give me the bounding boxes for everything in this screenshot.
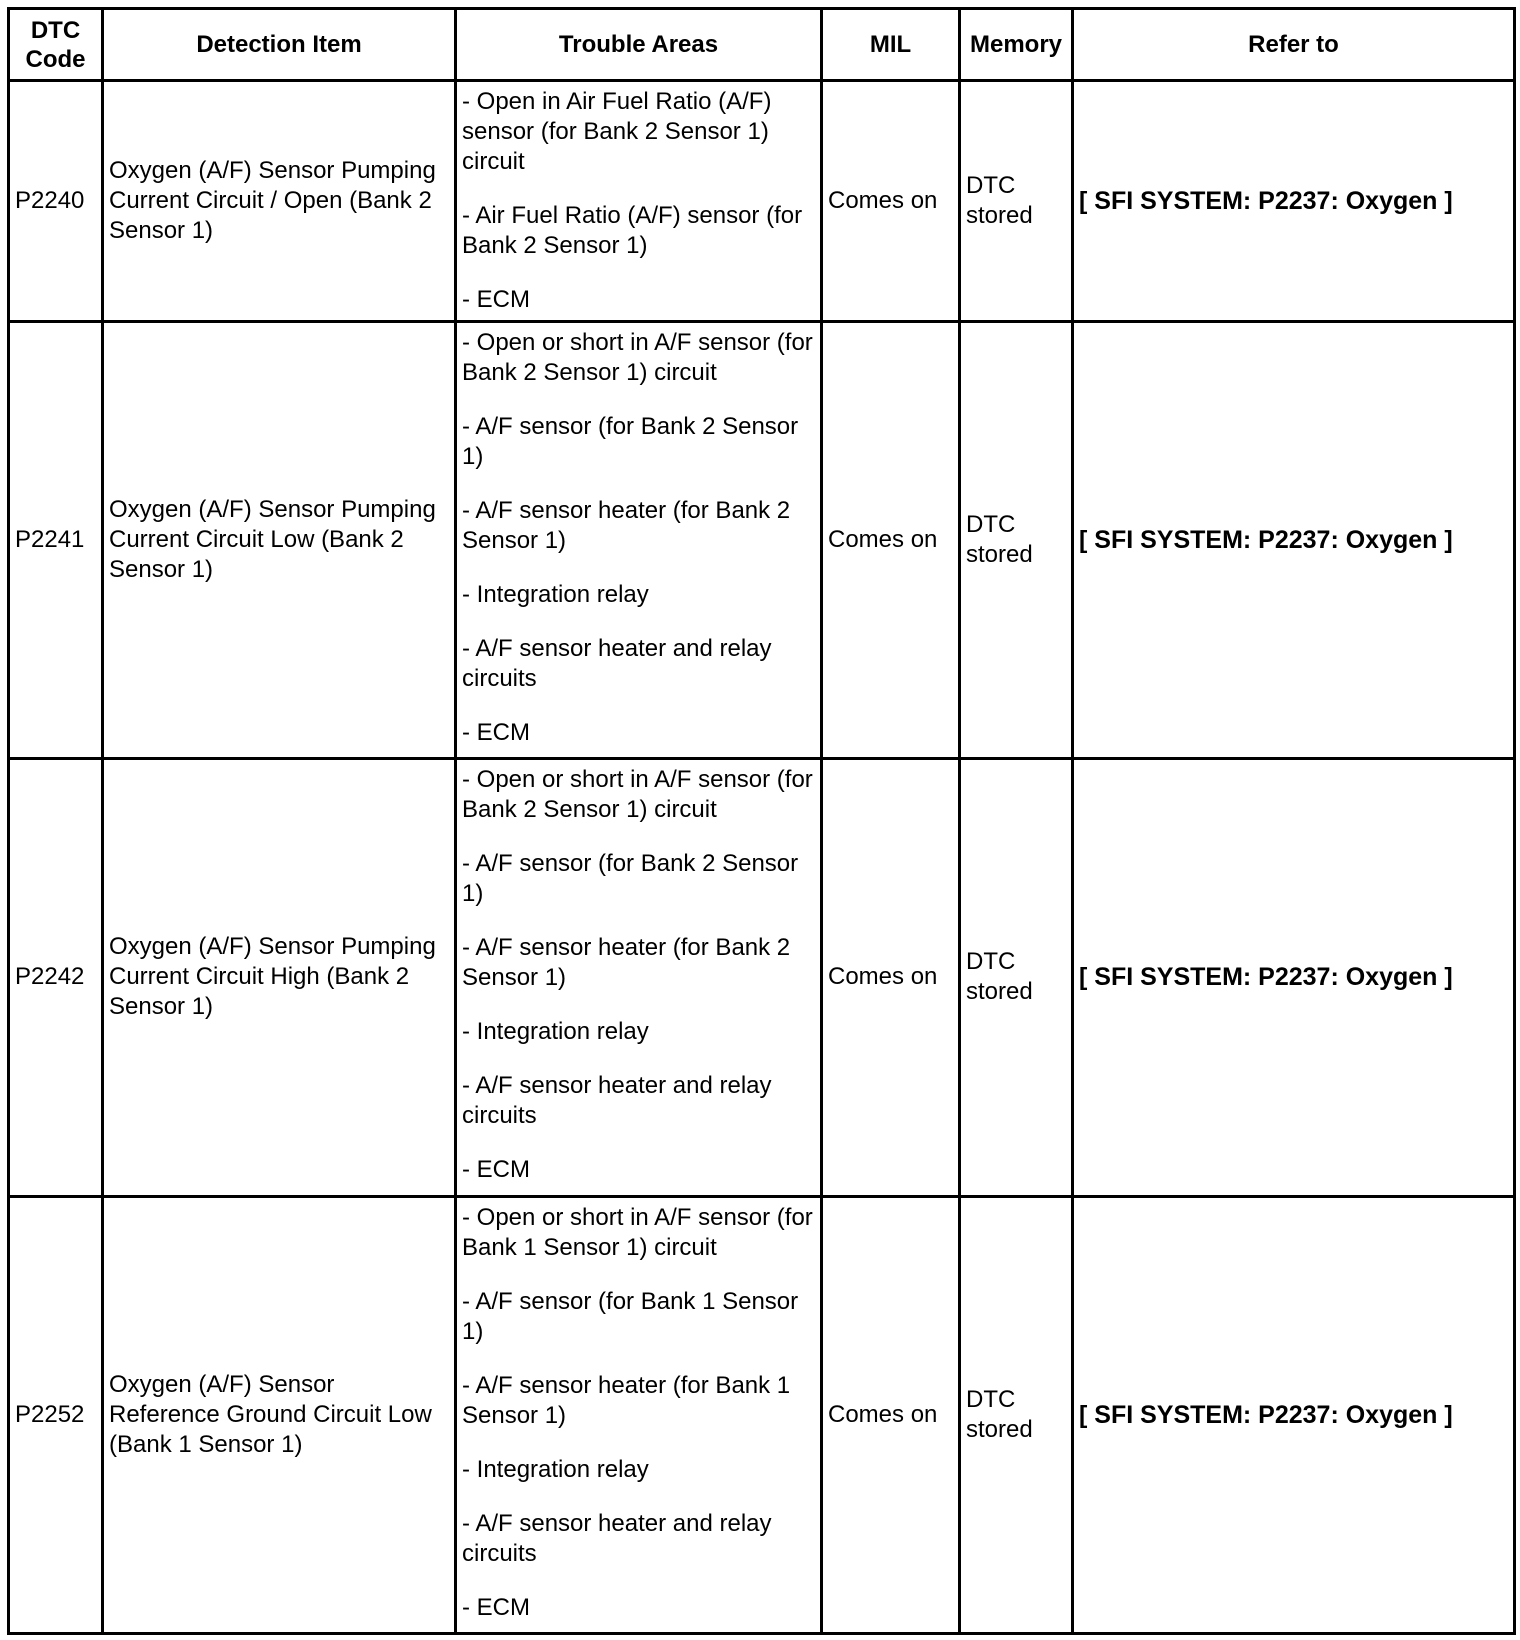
memory-cell: DTC stored <box>960 321 1073 758</box>
trouble-areas-cell <box>456 321 822 758</box>
header-mil: MIL <box>822 9 960 81</box>
dtc-code-cell: P2242 <box>9 759 103 1196</box>
trouble-area-item: - Integration relay <box>462 1018 649 1046</box>
trouble-area-item: - Open in Air Fuel Ratio (A/F) sensor (for Bank 2 Sensor 1) circuit <box>462 88 772 176</box>
table-row <box>9 321 1515 758</box>
header-refer-to: Refer to <box>1073 9 1515 81</box>
trouble-area-item: - ECM <box>462 286 530 314</box>
memory-cell: DTC stored <box>960 81 1073 322</box>
trouble-area-item: - A/F sensor (for Bank 2 Sensor 1) <box>462 850 799 908</box>
detection-item-cell: Oxygen (A/F) Sensor Pumping Current Circuit High (Bank 2 Sensor 1) <box>103 759 456 1196</box>
dtc-table <box>7 7 1516 1635</box>
table-row <box>9 81 1515 322</box>
trouble-area-item: - A/F sensor heater and relay circuits <box>462 1072 772 1130</box>
trouble-area-item: - ECM <box>462 1593 530 1621</box>
trouble-areas-cell <box>456 81 822 322</box>
header-dtc-code <box>9 9 103 81</box>
trouble-area-item: - A/F sensor (for Bank 1 Sensor 1) <box>462 1287 799 1345</box>
trouble-areas-cell <box>456 1196 822 1633</box>
trouble-area-item: - A/F sensor heater and relay circuits <box>462 634 772 692</box>
refer-to-cell: [ SFI SYSTEM: P2237: Oxygen ] <box>1073 759 1515 1196</box>
mil-cell: Comes on <box>822 1196 960 1633</box>
trouble-area-item: - Air Fuel Ratio (A/F) sensor (for Bank 2 Sensor 1) <box>462 202 803 260</box>
mil-cell: Comes on <box>822 759 960 1196</box>
refer-to-cell: [ SFI SYSTEM: P2237: Oxygen ] <box>1073 81 1515 322</box>
detection-item-cell: Oxygen (A/F) Sensor Pumping Current Circuit / Open (Bank 2 Sensor 1) <box>103 81 456 322</box>
dtc-code-cell: P2252 <box>9 1196 103 1633</box>
dtc-code-cell: P2241 <box>9 321 103 758</box>
mil-cell: Comes on <box>822 81 960 322</box>
memory-cell: DTC stored <box>960 759 1073 1196</box>
table-row <box>9 759 1515 1196</box>
header-dtc-line2: Code <box>25 45 86 73</box>
memory-cell: DTC stored <box>960 1196 1073 1633</box>
trouble-area-item: - Open or short in A/F sensor (for Bank 2 Sensor 1) circuit <box>462 328 813 386</box>
mil-cell: Comes on <box>822 321 960 758</box>
header-memory: Memory <box>960 9 1073 81</box>
detection-item-cell: Oxygen (A/F) Sensor Reference Ground Circuit Low (Bank 1 Sensor 1) <box>103 1196 456 1633</box>
detection-item-cell: Oxygen (A/F) Sensor Pumping Current Circuit Low (Bank 2 Sensor 1) <box>103 321 456 758</box>
header-trouble-areas: Trouble Areas <box>456 9 822 81</box>
trouble-area-item: - A/F sensor (for Bank 2 Sensor 1) <box>462 412 799 470</box>
refer-to-cell: [ SFI SYSTEM: P2237: Oxygen ] <box>1073 321 1515 758</box>
trouble-area-item: - Open or short in A/F sensor (for Bank 2 Sensor 1) circuit <box>462 766 813 824</box>
trouble-area-item: - ECM <box>462 1156 530 1184</box>
trouble-area-item: - Open or short in A/F sensor (for Bank 1 Sensor 1) circuit <box>462 1203 813 1261</box>
trouble-areas-cell <box>456 759 822 1196</box>
trouble-area-item: - ECM <box>462 718 530 746</box>
table-header-row <box>9 9 1515 81</box>
refer-to-cell: [ SFI SYSTEM: P2237: Oxygen ] <box>1073 1196 1515 1633</box>
header-dtc-line1: DTC <box>30 16 81 44</box>
trouble-area-item: - A/F sensor heater (for Bank 1 Sensor 1) <box>462 1371 791 1429</box>
trouble-area-item: - A/F sensor heater (for Bank 2 Sensor 1) <box>462 934 791 992</box>
table-row <box>9 1196 1515 1633</box>
header-detection-item: Detection Item <box>103 9 456 81</box>
trouble-area-item: - A/F sensor heater (for Bank 2 Sensor 1) <box>462 496 791 554</box>
trouble-area-item: - Integration relay <box>462 580 649 608</box>
dtc-code-cell: P2240 <box>9 81 103 322</box>
trouble-area-item: - Integration relay <box>462 1455 649 1483</box>
trouble-area-item: - A/F sensor heater and relay circuits <box>462 1509 772 1567</box>
